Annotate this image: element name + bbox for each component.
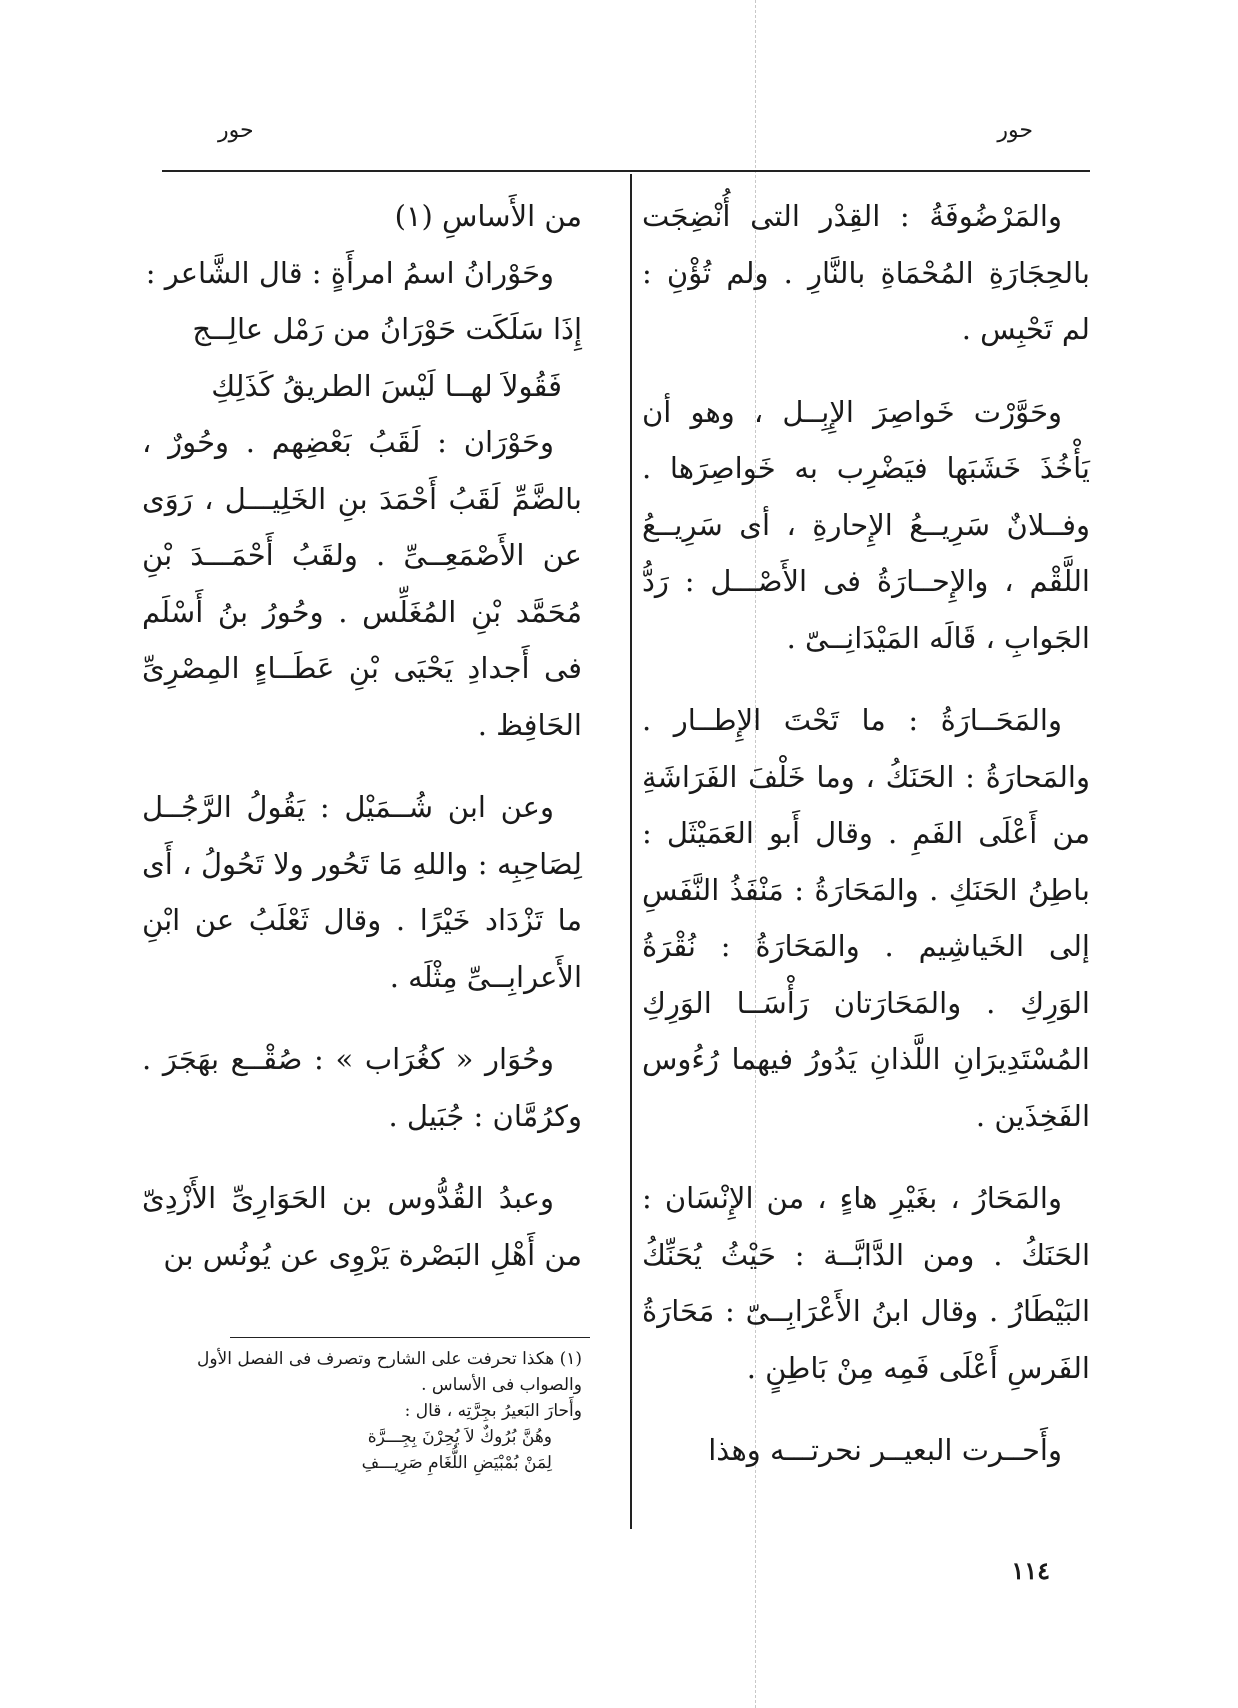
paragraph: وأَحــرت البعيــر نحرتـــه وهذا — [708, 1433, 1062, 1467]
footnote-verse: وهُنَّ بُرُوكٌ لاَ يُحِرْنَ بِجِـــرَّة — [367, 1427, 552, 1447]
footnote: (١) هكذا تحرفت على الشارح وتصرف فى الفصل الأول والصواب فى الأساس . — [197, 1349, 582, 1395]
paragraph: وحَوْرانُ اسمُ امرأَةٍ : قال الشَّاعر : — [145, 255, 554, 290]
right-column — [642, 188, 1090, 1479]
column-divider — [630, 174, 632, 1529]
paragraph: والمَحَارُ ، بغَيْرِ هاءٍ ، من الإِنْسَان : الحَنَكُ . ومن الدَّابَّــة : حَيْثُ يُحَنِّكُ البَيْطَارُ . وقال ابنُ الأَعْرَابِــىّ : مَحَارَةُ الفَرسِ أَعْلَى فَمِه مِنْ بَاطِنٍ . — [642, 1181, 1090, 1385]
footnote-verse: لِمَنْ بُمْبْيَضِ اللُّغَامِ صَرِيـــفِ — [361, 1453, 552, 1473]
opening-line: من الأَساسِ (١) — [394, 199, 582, 233]
paragraph: وعبدُ القُدُّوس بن الحَوَارِىِّ الأَزْدِىّ من أَهْلِ البَصْرة يَرْوِى عن يُونُس بن — [142, 1181, 582, 1272]
paragraph: وحَوْرَان : لَقَبُ بَعْضِهم . وحُورٌ ، بالضَّمِّ لَقَبُ أَحْمَدَ بنِ الخَلِيـــل ، رَوَى عن الأَصْمَعِــىِّ . ولقَبُ أَحْمَـــدَ بْنِ مُحَمَّد بْنِ المُغَلِّس . وحُورُ بنُ أَسْلَم فى أَجدادِ يَحْيَى بْنِ عَطَــاءٍ المِصْرِىِّ الحَافِظ . — [142, 425, 582, 742]
running-header-left: حور — [218, 118, 254, 143]
paragraph: والمَرْضُوفَةُ : القِدْر التى أُنْضِجَت بالحِجَارَةِ المُحْمَاةِ بالنَّارِ . ولم تُؤْنِ : لم تَحْبِس . — [642, 199, 1090, 346]
header-rule — [162, 170, 1090, 172]
running-header-right: حور — [997, 118, 1033, 143]
paragraph: والمَحَــارَةُ : ما تَحْتَ الإِطــار . والمَحارَةُ : الحَنَكُ ، وما خَلْفَ الفَرَاشَةِ من أَعْلَى الفَمِ . وقال أَبو العَمَيْثَل : باطِنُ الحَنَكِ . والمَحَارَةُ : مَنْفَذُ النَّفَسِ إلى الخَياشِيم . والمَحَارَةُ : نُقْرَةُ الوَرِكِ . والمَحَارَتان رَأْسَــا الوَرِكِ المُسْتَدِيرَانِ اللَّذانِ يَدُورُ فيهما رُءُوس الفَخِذَين . — [642, 703, 1090, 1133]
left-column — [142, 188, 582, 1283]
footnote-rule — [230, 1337, 590, 1338]
footnote-line: وأَحارَ البَعيرُ بجِرَّتِه ، قال : — [404, 1401, 582, 1421]
paragraph: وحَوَّرْت خَواصِرَ الإِبِــل ، وهو أن يَأْخُذَ خَشَبَها فيَضْرِب به خَواصِرَها . وفــلانٌ سَرِيــعُ الإِحارةِ ، أى سَرِيــعُ اللَّقْم ، والإِحــارَةُ فى الأَصْـــل : رَدُّ الجَوابِ ، قَالَه المَيْدَانِــىّ . — [642, 394, 1090, 655]
footnotes — [142, 1346, 582, 1476]
paragraph: وعن ابن شُــمَيْل : يَقُولُ الرَّجُــل لِصَاحِبِه : واللهِ مَا تَحُور ولا تَحُولُ ، أَى ما تَزْدَاد خَيْرًا . وقال ثَعْلَبُ عن ابْنِ الأَعرابِــىِّ مِثْلَه . — [142, 790, 582, 994]
paragraph: وحُوَار « كغُرَاب » : صُقْــع بهَجَرَ . وكرُمَّان : جُبَيل . — [142, 1042, 582, 1133]
poem-verse: إِذَا سَلَكَت حَوْرَانُ من رَمْل عالِــج — [192, 312, 582, 346]
page-number: ١١٤ — [1011, 1556, 1050, 1585]
poem-verse: فَقُولاَ لهــا لَيْسَ الطريقُ كَذَلِكِ — [211, 368, 562, 403]
